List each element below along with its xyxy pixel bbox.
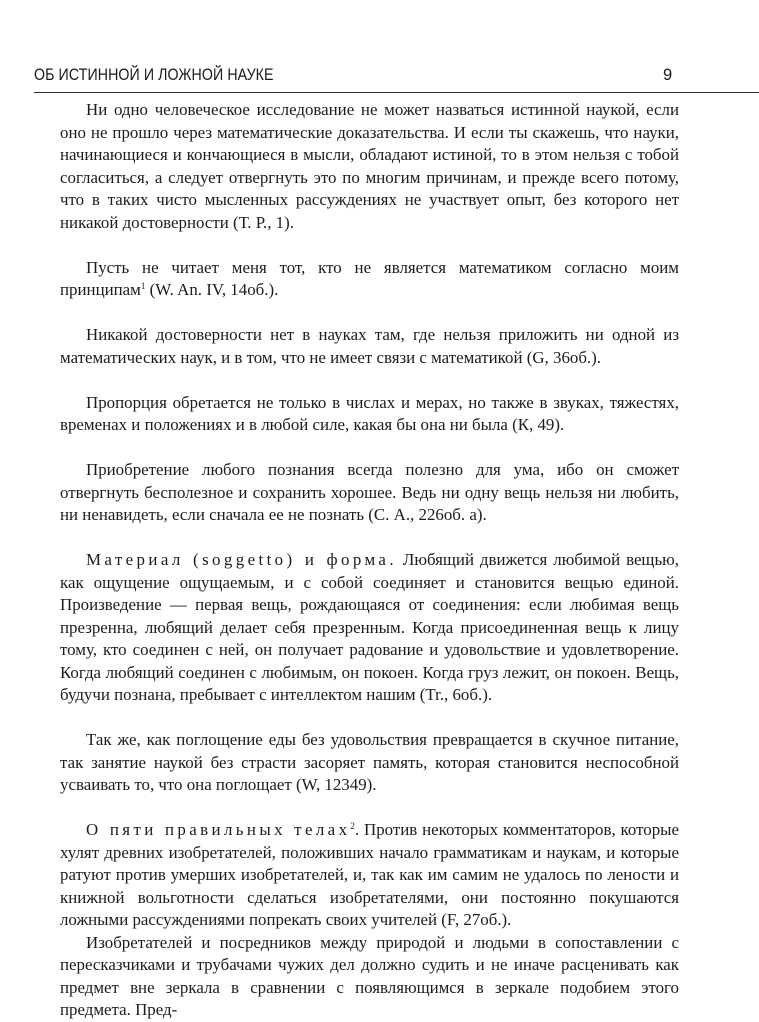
section-heading-material-form: Материал (soggetto) и форма. [86, 550, 397, 569]
body-text [60, 99, 679, 1022]
page-header [34, 62, 759, 93]
paragraph-6-text: Любящий движется любимой вещью, как ощущение ощущаемым, и с собой соединяет и становится вещью единой. Произведение — первая вещь, рождающаяся от соединения: если любимая вещь презренна, любящий делает себя презренным. Когда присоединенная вещь к лицу тому, кто соединен с ней, он получает радование и удовольствие и удовлетворение. Когда любящий соединен с любимым, он покоен. Когда груз лежит, он покоен. Вещь, будучи познана, пребывает с интеллектом нашим (Tr., 6об.). [60, 550, 679, 704]
paragraph-8 [60, 819, 679, 932]
paragraph-6 [60, 549, 679, 707]
footnote-marker-1[interactable]: 1 [140, 281, 146, 291]
paragraph-1: Ни одно человеческое исследование не может назваться истинной наукой, если оно не прошло через математические доказательства. И если ты скажешь, что науки, начинающиеся и кончающиеся в мысли, обладают истиной, то в этом нельзя с тобой согласиться, а следует отвергнуть это по многим причинам, и прежде всего потому, что в таких чисто мысленных рассуждениях не участвует опыт, без которого нет никакой достоверности (Т. Р., 1). [60, 100, 679, 232]
paragraph-2 [60, 257, 679, 302]
paragraph-2-text: Пусть не читает меня тот, кто не является математиком согласно моим принципам [60, 257, 679, 299]
paragraph-8-text: . Против некоторых комментаторов, которые хулят древних изобретателей, положивших начало грамматикам и наукам, и которые ратуют против умерших изобретателей, и, так как им самим не удалось по лености и книжной вольготности сделаться изобретателями, они постоянно покушаются ложными рассуждениями попрекать своих учителей (F, 27об.). [60, 820, 679, 929]
paragraph-7: Так же, как поглощение еды без удовольствия превращается в скучное питание, так занятие наукой без страсти засоряет память, которая становится неспособной усваивать то, что она поглощает (W, 12349). [60, 730, 679, 794]
paragraph-2-tail: (W. An. IV, 14об.). [145, 280, 279, 299]
section-heading-five-solids: О пяти правильных телах [86, 820, 351, 839]
paragraph-9: Изобретателей и посредников между природой и людьми в сопоставлении с пересказчиками и трубачами чужих дел должно судить и не иначе расценивать как предмет вне зеркала в сравнении с появляющимся в зеркале подобием этого предмета. Пред- [60, 932, 679, 1019]
paragraph-3: Никакой достоверности нет в науках там, где нельзя приложить ни одной из математических наук, и в том, что не имеет связи с математикой (G, 36об.). [60, 325, 679, 367]
paragraph-4: Пропорция обретается не только в числах и мерах, но также в звуках, тяжестях, временах и положениях и в любой силе, какая бы она ни была (К, 49). [60, 392, 679, 434]
running-title: ОБ ИСТИННОЙ И ЛОЖНОЙ НАУКЕ [34, 66, 274, 84]
footnote-marker-2[interactable]: 2 [350, 821, 355, 831]
page-number: 9 [663, 66, 673, 84]
paragraph-5: Приобретение любого познания всегда полезно для ума, ибо он сможет отвергнуть бесполезное и сохранить хорошее. Ведь ни одну вещь нельзя ни любить, ни ненавидеть, если сначала ее не познать (С. А., 226об. а). [60, 460, 679, 524]
